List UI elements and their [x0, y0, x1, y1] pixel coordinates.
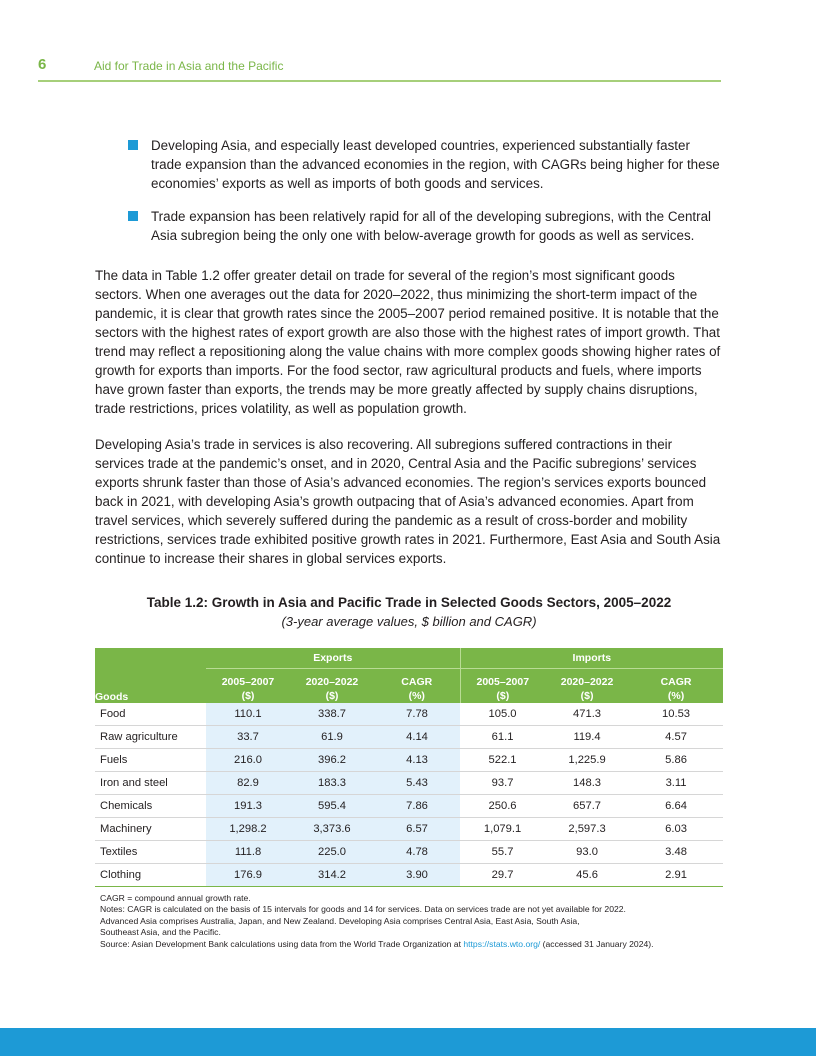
imports-group-header: Imports [460, 648, 723, 669]
goods-column-header: Goods [95, 648, 206, 703]
exports-2005-2007-cell: 33.7 [206, 726, 290, 749]
body-paragraph: Developing Asia’s trade in services is also recovering. All subregions suffered contractions in their services trade at the pandemic’s onset, and in 2020, Central Asia and the Pacific subregions’ services exports shrunk faster than those of Asia’s advanced economies. The region’s services exports bounced back in 2021, with developing Asia’s growth outpacing that of Asia’s advanced economies. Apart from travel services, which severely suffered during the pandemic as a result of cross-border and mobility restrictions, services trade exhibited positive growth rates in 2021. Furthermore, East Asia and South Asia continue to increase their shares in global services exports. [95, 437, 721, 566]
goods-cell: Textiles [95, 841, 206, 864]
imports-2005-2007-cell: 105.0 [460, 703, 545, 726]
imports-2020-2022-header: 2020–2022 ($) [545, 669, 629, 704]
imports-2005-2007-cell: 1,079.1 [460, 818, 545, 841]
imports-cagr-cell: 10.53 [629, 703, 723, 726]
exports-group-header: Exports [206, 648, 460, 669]
source-line: Source: Asian Development Bank calculations using data from the World Trade Organization at https://stats.wto.org/ (accessed 31 January 2024). [100, 938, 654, 949]
imports-2005-2007-cell: 29.7 [460, 864, 545, 887]
notes-line: Southeast Asia, and the Pacific. [100, 927, 221, 938]
exports-cagr-cell: 5.43 [374, 772, 460, 795]
imports-2020-2022-cell: 148.3 [545, 772, 629, 795]
exports-2005-2007-cell: 82.9 [206, 772, 290, 795]
exports-2005-2007-cell: 110.1 [206, 703, 290, 726]
table-subtitle: (3-year average values, $ billion and CAGR) [281, 614, 537, 629]
exports-2020-2022-cell: 314.2 [290, 864, 374, 887]
exports-2020-2022-header: 2020–2022 ($) [290, 669, 374, 704]
table-row [95, 818, 723, 841]
exports-2020-2022-cell: 3,373.6 [290, 818, 374, 841]
imports-cagr-cell: 3.11 [629, 772, 723, 795]
imports-2005-2007-cell: 522.1 [460, 749, 545, 772]
exports-cagr-header: CAGR (%) [374, 669, 460, 704]
running-title: Aid for Trade in Asia and the Pacific [94, 59, 284, 73]
imports-2020-2022-cell: 2,597.3 [545, 818, 629, 841]
exports-2020-2022-cell: 396.2 [290, 749, 374, 772]
table-title: Table 1.2: Growth in Asia and Pacific Trade in Selected Goods Sectors, 2005–2022 [146, 595, 672, 610]
imports-2020-2022-cell: 93.0 [545, 841, 629, 864]
imports-cagr-cell: 2.91 [629, 864, 723, 887]
imports-2005-2007-cell: 250.6 [460, 795, 545, 818]
imports-2020-2022-cell: 471.3 [545, 703, 629, 726]
notes-line: Notes: CAGR is calculated on the basis of 15 intervals for goods and 14 for services. Data on services trade are not yet available for 2022. [100, 904, 626, 915]
exports-2005-2007-cell: 191.3 [206, 795, 290, 818]
goods-cell: Machinery [95, 818, 206, 841]
exports-2005-2007-cell: 176.9 [206, 864, 290, 887]
imports-cagr-cell: 4.57 [629, 726, 723, 749]
imports-2020-2022-cell: 119.4 [545, 726, 629, 749]
imports-2020-2022-cell: 1,225.9 [545, 749, 629, 772]
goods-cell: Chemicals [95, 795, 206, 818]
imports-cagr-cell: 3.48 [629, 841, 723, 864]
exports-cagr-cell: 4.78 [374, 841, 460, 864]
goods-cell: Fuels [95, 749, 206, 772]
exports-cagr-cell: 4.14 [374, 726, 460, 749]
imports-cagr-cell: 6.03 [629, 818, 723, 841]
exports-2020-2022-cell: 225.0 [290, 841, 374, 864]
table-row [95, 749, 723, 772]
goods-cell: Iron and steel [95, 772, 206, 795]
table-row [95, 703, 723, 726]
goods-trade-table [95, 648, 723, 887]
exports-2005-2007-header: 2005–2007 ($) [206, 669, 290, 704]
exports-2020-2022-cell: 338.7 [290, 703, 374, 726]
page-number: 6 [38, 56, 47, 73]
footer-bar [0, 1028, 816, 1056]
exports-cagr-cell: 7.86 [374, 795, 460, 818]
bullet-square-icon [128, 211, 138, 221]
imports-cagr-cell: 6.64 [629, 795, 723, 818]
table-row [95, 726, 723, 749]
exports-2020-2022-cell: 183.3 [290, 772, 374, 795]
exports-cagr-cell: 6.57 [374, 818, 460, 841]
exports-cagr-cell: 3.90 [374, 864, 460, 887]
exports-2005-2007-cell: 111.8 [206, 841, 290, 864]
exports-2020-2022-cell: 595.4 [290, 795, 374, 818]
goods-cell: Clothing [95, 864, 206, 887]
imports-2005-2007-cell: 61.1 [460, 726, 545, 749]
body-paragraph: The data in Table 1.2 offer greater detail on trade for several of the region’s most significant goods sectors. When one averages out the data for 2020–2022, thus minimizing the short-term impact of the pandemic, it is clear that growth rates since the 2005–2007 period remained positive. It is notable that the sectors with the highest rates of export growth are also those with the highest rates of import growth. That trend may reflect a repositioning along the value chains with more complex goods showing higher rates of growth for exports than imports. For the food sector, raw agricultural products and fuels, where imports have grown faster than exports, the trends may be more greatly affected by supply chains disruptions, trade restrictions, prices volatility, as well as population growth. [95, 268, 721, 416]
cagr-definition: CAGR = compound annual growth rate. [100, 893, 251, 903]
bullet-square-icon [128, 140, 138, 150]
table-row [95, 772, 723, 795]
wto-stats-link[interactable]: https://stats.wto.org/ [463, 938, 541, 949]
bullet-item [128, 207, 722, 245]
imports-2020-2022-cell: 657.7 [545, 795, 629, 818]
table-row [95, 841, 723, 864]
goods-cell: Raw agriculture [95, 726, 206, 749]
page-header [38, 56, 721, 82]
exports-2005-2007-cell: 1,298.2 [206, 818, 290, 841]
imports-2020-2022-cell: 45.6 [545, 864, 629, 887]
imports-2005-2007-header: 2005–2007 ($) [460, 669, 545, 704]
imports-cagr-header: CAGR (%) [629, 669, 723, 704]
imports-2005-2007-cell: 93.7 [460, 772, 545, 795]
imports-cagr-cell: 5.86 [629, 749, 723, 772]
exports-cagr-cell: 7.78 [374, 703, 460, 726]
exports-2020-2022-cell: 61.9 [290, 726, 374, 749]
table-notes [100, 893, 725, 950]
bullet-text: Developing Asia, and especially least developed countries, experienced substantially faster trade expansion than the advanced economies in the region, with CAGRs being higher for these economies’ exports as well as imports of both goods and services. [151, 138, 720, 191]
bullet-list [128, 136, 722, 259]
notes-line: Advanced Asia comprises Australia, Japan, and New Zealand. Developing Asia comprises Central Asia, East Asia, South Asia, [100, 915, 580, 926]
bullet-item [128, 136, 722, 193]
exports-cagr-cell: 4.13 [374, 749, 460, 772]
goods-cell: Food [95, 703, 206, 726]
exports-2005-2007-cell: 216.0 [206, 749, 290, 772]
imports-2005-2007-cell: 55.7 [460, 841, 545, 864]
table-row [95, 795, 723, 818]
bullet-text: Trade expansion has been relatively rapid for all of the developing subregions, with the Central Asia subregion being the only one with below-average growth for goods as well as services. [151, 209, 712, 243]
table-row [95, 864, 723, 887]
